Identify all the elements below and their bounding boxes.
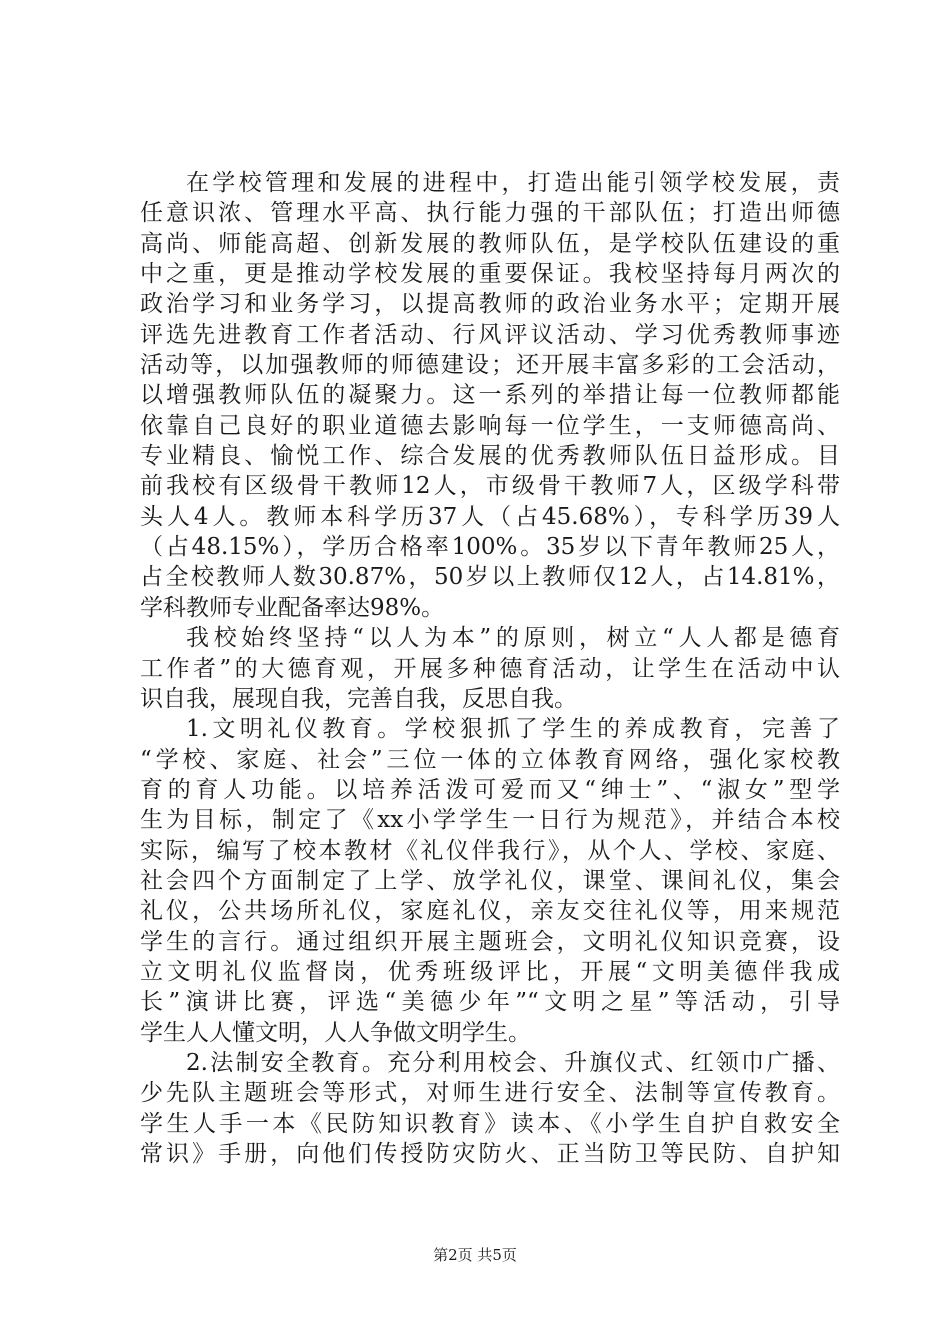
text-line: 礼仪，公共场所礼仪，家庭礼仪，亲友交往礼仪等，用来规范	[140, 898, 840, 925]
text-line: 识自我，展现自我，完善自我，反思自我。	[140, 685, 577, 712]
text-line: 高尚、师能高超、创新发展的教师队伍，是学校队伍建设的重	[140, 230, 840, 257]
text-line: 占全校教师人数30.87%，50岁以上教师仅12人，占14.81%，	[140, 564, 840, 591]
text-line: “学校、家庭、社会”三位一体的立体教育网络，强化家校教	[140, 746, 840, 773]
text-line: 常识》手册，向他们传授防灾防火、正当防卫等民防、自护知	[140, 1141, 840, 1167]
text-line: 专业精良、愉悦工作、综合发展的优秀教师队伍日益形成。目	[140, 443, 840, 470]
text-line: 生为目标，制定了《xx小学学生一日行为规范》，并结合本校	[140, 807, 840, 834]
text-line: 育的育人功能。以培养活泼可爱而又“绅士”、“淑女”型学	[140, 776, 840, 803]
text-line: 政治学习和业务学习，以提高教师的政治业务水平；定期开展	[140, 291, 840, 318]
text-line: 在学校管理和发展的进程中，打造出能引领学校发展，责	[186, 170, 840, 196]
text-line: 社会四个方面制定了上学、放学礼仪，课堂、课间礼仪，集会	[140, 867, 840, 894]
text-line: 中之重，更是推动学校发展的重要保证。我校坚持每月两次的	[140, 261, 840, 288]
text-line: 学生人手一本《民防知识教育》读本、《小学生自护自救安全	[140, 1110, 840, 1137]
text-line: 学生的言行。通过组织开展主题班会，文明礼仪知识竞赛，设	[140, 928, 840, 955]
page-number-footer: 第2页 共5页	[433, 1246, 517, 1264]
text-line: 少先队主题班会等形式，对师生进行安全、法制等宣传教育。	[140, 1080, 840, 1107]
text-line: 学生人人懂文明，人人争做文明学生。	[140, 1019, 531, 1046]
text-line: 评选先进教育工作者活动、行风评议活动、学习优秀教师事迹	[140, 321, 840, 348]
text-line: 我校始终坚持“以人为本”的原则，树立“人人都是德育	[186, 625, 840, 652]
text-line: 以增强教师队伍的凝聚力。这一系列的举措让每一位教师都能	[140, 382, 840, 409]
document-body	[140, 168, 840, 1169]
text-line: 2.法制安全教育。充分利用校会、升旗仪式、红领巾广播、	[186, 1049, 840, 1076]
text-line: 立文明礼仪监督岗，优秀班级评比，开展“文明美德伴我成	[140, 958, 840, 985]
text-line: 头人4人。教师本科学历37人（占45.68%），专科学历39人	[140, 503, 840, 530]
text-line: 活动等，以加强教师的师德建设；还开展丰富多彩的工会活动，	[140, 352, 840, 379]
text-line: 依靠自己良好的职业道德去影响每一位学生，一支师德高尚、	[140, 412, 840, 439]
text-line: （占48.15%），学历合格率100%。35岁以下青年教师25人，	[140, 534, 840, 561]
text-line: 前我校有区级骨干教师12人，市级骨干教师7人，区级学科带	[140, 473, 840, 500]
text-line: 实际，编写了校本教材《礼仪伴我行》，从个人、学校、家庭、	[140, 837, 840, 864]
text-line: 长”演讲比赛，评选“美德少年”“文明之星”等活动，引导	[140, 989, 840, 1016]
text-line: 1.文明礼仪教育。学校狠抓了学生的养成教育，完善了	[186, 716, 840, 743]
text-line: 工作者”的大德育观，开展多种德育活动，让学生在活动中认	[140, 655, 840, 682]
text-line: 任意识浓、管理水平高、执行能力强的干部队伍；打造出师德	[140, 200, 840, 227]
text-line: 学科教师专业配备率达98%。	[140, 594, 445, 621]
